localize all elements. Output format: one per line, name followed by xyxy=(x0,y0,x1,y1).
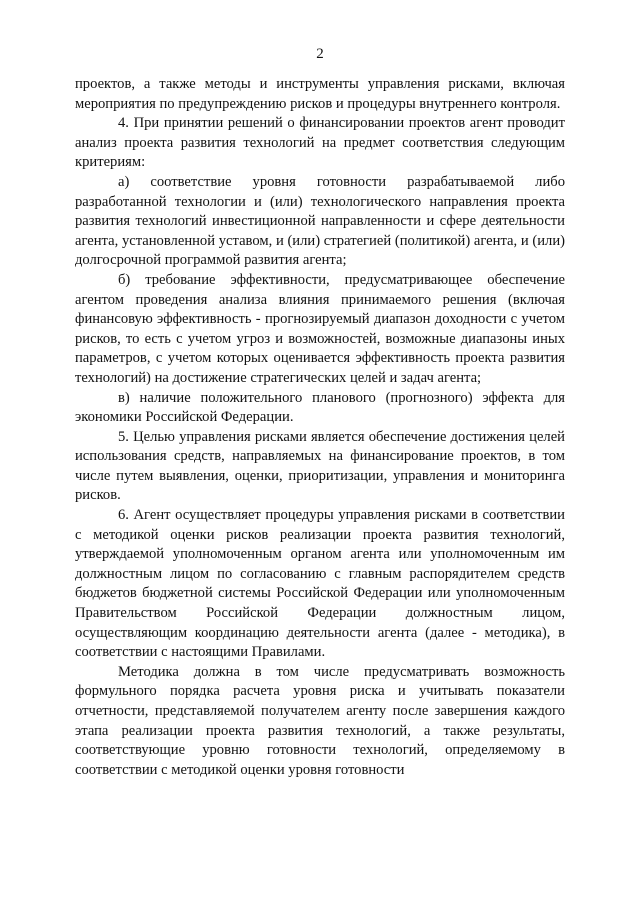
paragraph-criterion-b: б) требование эффективности, предусматривающее обеспечение агентом проведения анализа влияния принимаемого решения (включая финансовую эффективность - прогнозируемый диапазон доходности с учетом рисков, то есть с учетом угроз и возможностей, возможные диапазоны иных параметров, с учетом которых оценивается эффективность проекта развития технологий) на достижение стратегических целей и задач агента; xyxy=(75,271,565,386)
paragraph-continuation: проектов, а также методы и инструменты управления рисками, включая мероприятия по предупреждению рисков и процедуры внутреннего контроля. xyxy=(75,76,565,112)
paragraph-criterion-a: а) соответствие уровня готовности разрабатываемой либо разработанной технологии и (или) технологического направления проекта развития технологий инвестиционной направленности и сфере деятельности агента, установленной уставом, и (или) стратегией (политикой) агента, и (или) долгосрочной программой развития агента; xyxy=(75,173,565,269)
paragraph-methodology: Методика должна в том числе предусматривать возможность формульного порядка расчета уровня риска и учитывать показатели отчетности, представляемой получателем агенту после завершения каждого этапа реализации проекта развития технологий, а также результаты, соответствующие уровню готовности технологий, определяемому в соответствии с методикой оценки уровня готовности xyxy=(75,663,565,778)
page-number: 2 xyxy=(316,46,324,62)
paragraph-item-6: 6. Агент осуществляет процедуры управления рисками в соответствии с методикой оценки рисков реализации проекта развития технологий, утверждаемой уполномоченным органом агента или уполномоченным им должностным лицом по согласованию с главным распорядителем средств бюджетов бюджетной системы Российской Федерации или уполномоченным Правительством Российской Федерации должностным лицом, осуществляющим координацию деятельности агента (далее - методика), в соответствии с настоящими Правилами. xyxy=(75,507,565,661)
paragraph-criterion-c: в) наличие положительного планового (прогнозного) эффекта для экономики Российской Федерации. xyxy=(75,389,565,426)
paragraph-item-4: 4. При принятии решений о финансировании проектов агент проводит анализ проекта развития технологий на предмет соответствия следующим критериям: xyxy=(75,115,565,171)
document-body xyxy=(75,75,565,780)
paragraph-item-5: 5. Целью управления рисками является обеспечение достижения целей использования средств, направляемых на финансирование проектов, в том числе путем выявления, оценки, приоритизации, управления и мониторинга рисков. xyxy=(75,428,565,504)
